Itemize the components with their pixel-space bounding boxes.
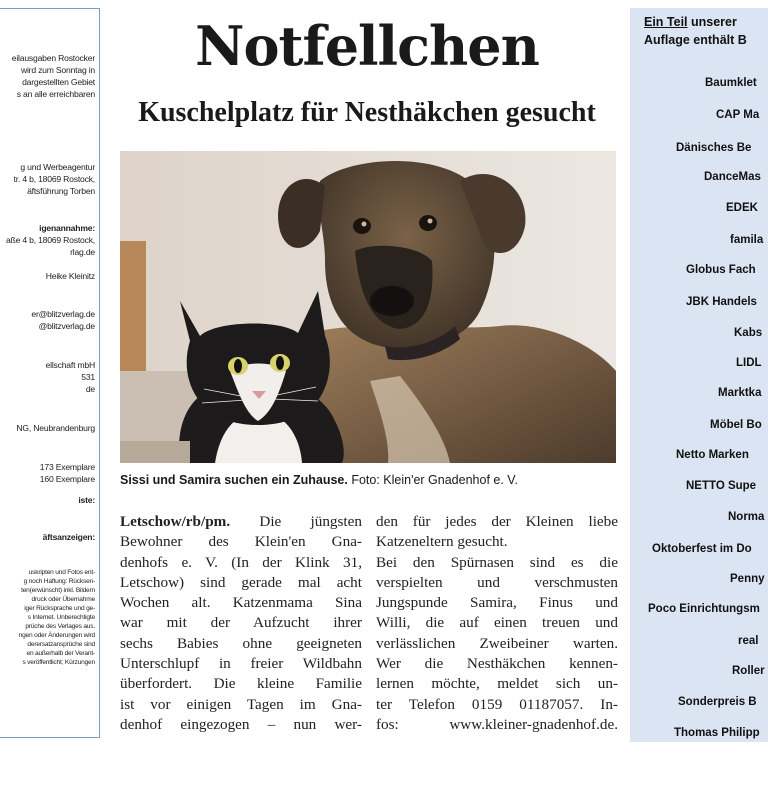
text-line: ist vor einigen Tagen im Gna- — [120, 695, 362, 713]
advertiser-item: NETTO Supe — [686, 480, 757, 492]
imprint-line: Heike Kleinitz — [45, 271, 95, 281]
text-line: Willi, die auf einen treuen und — [376, 614, 618, 632]
imprint-line: s an alle erreichbaren — [16, 89, 95, 99]
text-line: Wer die Nesthäkchen kennen- — [376, 655, 618, 673]
text-line: Jungspunde Samira, Finus und — [376, 594, 618, 612]
advertiser-item: Penny — [730, 573, 765, 585]
headline: Notfellchen — [195, 14, 539, 78]
article-column-1 — [120, 512, 362, 735]
imprint-line: dargestellten Gebiet — [22, 77, 95, 87]
imprint-fineprint-line: s Internet. Unberechtigte — [27, 614, 95, 621]
advertiser-item: Globus Fach — [686, 264, 756, 276]
article-column-2 — [376, 512, 618, 735]
imprint-line: tr. 4 b, 18069 Rostock, — [13, 174, 95, 184]
imprint-line: 173 Exemplare — [39, 462, 95, 472]
advertiser-item: Thomas Philipp — [674, 727, 760, 739]
imprint-line: @blitzverlag.de — [38, 321, 95, 331]
text-line: Wochen alt. Katzenmama Sina — [120, 594, 362, 612]
advertiser-item: EDEK — [726, 202, 758, 214]
imprint-fineprint-line: iger Rücksprache und ge- — [24, 605, 95, 612]
advertiser-list — [630, 8, 768, 742]
imprint-line: g und Werbeagentur — [20, 162, 95, 172]
kitten-and-puppy-photo — [120, 151, 616, 463]
imprint-line: rlag.de — [70, 247, 95, 257]
website-link[interactable]: fos: www.kleiner-gnadenhof.de. — [376, 715, 618, 733]
text-line: denhof eingezogen – nun wer- — [120, 715, 362, 733]
advertiser-header: Ein Teil unserer — [644, 15, 737, 29]
caption-title: Sissi und Samira suchen ein Zuhause. — [120, 473, 348, 487]
imprint-fineprint-line: druck oder Übernahme — [31, 596, 95, 603]
imprint-line: igenannahme: — [39, 223, 95, 233]
advertiser-item: Sonderpreis B — [678, 696, 757, 708]
advertiser-item: Netto Marken — [676, 449, 749, 461]
advertiser-item: Dänisches Be — [676, 142, 752, 154]
imprint-line: er@blitzverlag.de — [31, 309, 95, 319]
advertiser-item: JBK Handels — [686, 296, 757, 308]
imprint-fineprint-line: prüche des Verlages aus. — [25, 623, 95, 630]
advertiser-item: Norma — [728, 511, 765, 523]
text-line: denhofs e. V. (In der Klink 31, — [120, 553, 362, 571]
text-line: lernen möchte, meldet sich un- — [376, 675, 618, 693]
text-line: Letschow) sind gerade mal acht — [120, 573, 362, 591]
advertiser-item: Baumklet — [705, 77, 757, 89]
photo-credit: Foto: Klein'er Gnadenhof e. V. — [347, 473, 518, 487]
imprint-line: äftsführung Torben — [27, 186, 95, 196]
imprint-fineprint-line: s veröffentlicht; Kürzungen — [22, 659, 95, 666]
text-line: Bei den Spürnasen sind es die — [376, 553, 618, 571]
advertiser-item: Roller — [732, 665, 765, 677]
imprint-line: NG, Neubrandenburg — [16, 423, 95, 433]
advertiser-item: Oktoberfest im Do — [652, 543, 752, 555]
imprint-fineprint-line: en außerhalb der Verant- — [26, 650, 95, 657]
imprint-fineprint-line: uskripten und Fotos ent- — [28, 569, 95, 576]
advertiser-item: Poco Einrichtungsm — [648, 603, 760, 615]
text-line: den für jedes der Kleinen liebe — [376, 513, 618, 530]
imprint-column — [0, 8, 100, 738]
text-line: verspielten und verschmusten — [376, 573, 618, 591]
text-line: Katzeneltern gesucht. — [376, 533, 508, 551]
advertiser-item: Marktka — [718, 387, 762, 399]
text-line: Unterschlupf in freier Wildbahn — [120, 655, 362, 673]
imprint-line: wird zum Sonntag in — [20, 65, 95, 75]
text-line: überfordert. Die kleine Familie — [120, 675, 362, 693]
text-line: sechs Babies ohne geeigneten — [120, 634, 362, 652]
imprint-line: ellschaft mbH — [45, 360, 95, 370]
advertiser-header-line2: Auflage enthält B — [644, 33, 747, 47]
advertiser-item: CAP Ma — [716, 109, 760, 121]
photo-caption — [120, 472, 616, 488]
imprint-line: de — [85, 384, 95, 394]
article — [116, 0, 618, 760]
advertiser-item: Möbel Bo — [710, 419, 762, 431]
dateline: Letschow/rb/pm. — [120, 513, 231, 530]
text-line: verlässlichen Zweibeiner warten. — [376, 634, 618, 652]
imprint-line: eilausgaben Rostocker — [11, 53, 95, 63]
imprint-line: iste: — [78, 495, 95, 505]
advertiser-item: famila — [730, 234, 764, 246]
text-line: Letschow/rb/pm. Die jüngsten — [120, 513, 362, 530]
advertiser-item: real — [738, 635, 759, 647]
imprint-fineprint-line: ten(erwünscht) inkl. Bildern — [21, 587, 95, 594]
text-line: war mit der Aufzucht ihrer — [120, 614, 362, 632]
text-line: Bewohner des Klein'en Gna- — [120, 533, 362, 551]
imprint-fineprint-line: ngen oder Änderungen wird — [18, 632, 95, 639]
advertiser-item: DanceMas — [704, 171, 761, 183]
imprint-fineprint-line: g noch Haftung: Rücksen- — [23, 578, 95, 585]
imprint-line: 531 — [81, 372, 95, 382]
imprint-line: aße 4 b, 18069 Rostock, — [5, 235, 95, 245]
imprint-line: 160 Exemplare — [39, 474, 95, 484]
text-line: ter Telefon 0159 01187057. In- — [376, 695, 618, 713]
subheadline: Kuschelplatz für Nesthäkchen gesucht — [138, 97, 596, 128]
advertiser-item: Kabs — [734, 327, 763, 339]
imprint-fineprint-line: derersatzansprüche sind — [27, 641, 95, 648]
advertiser-item: LIDL — [736, 357, 762, 369]
imprint-line: äftsanzeigen: — [42, 532, 95, 542]
